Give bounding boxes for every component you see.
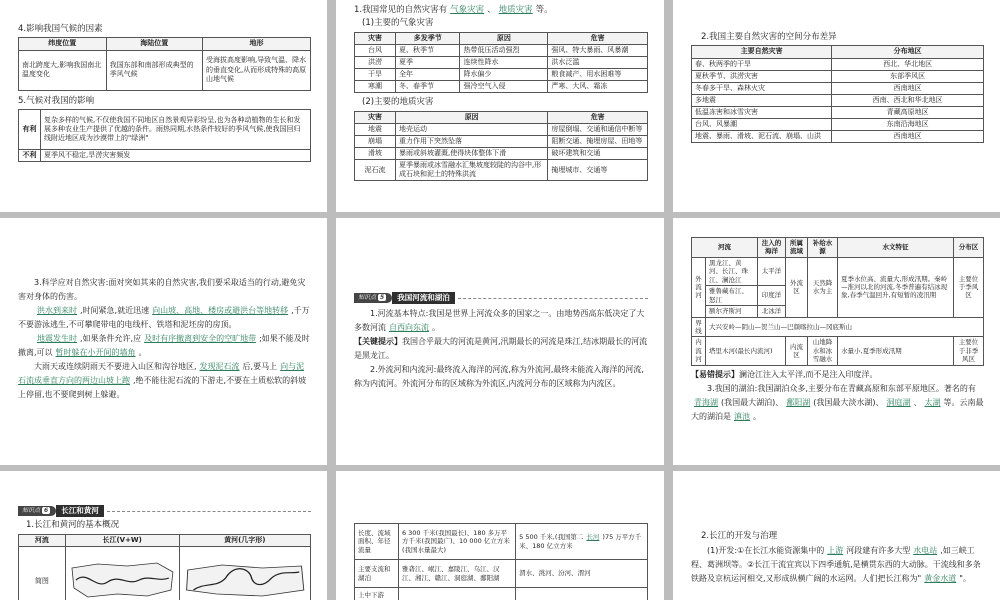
table-row: [692, 131, 984, 143]
rivers-detail-table: [354, 523, 648, 600]
river-type-paragraph: 2.外流河和内流河:最终流入海洋的河流,称为外流河,最终未能流入海洋的河流,称为内流河。外流河分布的区域称为外流区,内流河分布的区域称为内流区。: [354, 365, 644, 389]
row-label: 外流河: [692, 257, 706, 317]
tip-label: 【易错提示】: [691, 369, 739, 379]
answer-blank: 及时有序撤离到安全的空旷地带: [144, 334, 257, 343]
text: 。: [432, 323, 440, 333]
intro-paragraph: 3.科学应对自然灾害:面对突如其来的自然灾害,我们要采取适当的行动,避免灾害对身体的伤害。: [18, 278, 306, 301]
table-row: [355, 45, 648, 57]
text: 1.我国常见的自然灾害有: [354, 5, 448, 15]
rivers-overview-table: [18, 534, 311, 600]
table-cell: 东南沿海地区: [832, 119, 984, 131]
section-heading: 1.长江和黄河的基本概况: [26, 520, 120, 531]
panel-disaster-response: [0, 218, 327, 465]
answer-blank: 暂时躲在小开间的墙角: [55, 348, 136, 357]
knowledge-badge: [18, 506, 56, 516]
table-cell: 严寒、大风、霜冻: [548, 81, 648, 93]
table-cell: [398, 588, 515, 600]
text: "。: [959, 574, 971, 584]
yangtze-map-cell: [65, 546, 179, 600]
table-cell: 雅砻江、岷江、嘉陵江、乌江、汉江、湘江、赣江、洞庭湖、鄱阳湖: [398, 560, 515, 588]
answer-blank: 发现泥石流: [199, 362, 240, 371]
col-header: 补给水源: [808, 238, 838, 258]
answer-blank: 鄱阳湖: [786, 397, 811, 407]
col-header: 原因: [396, 111, 548, 123]
row-label: 上中下游: [355, 588, 399, 600]
row-label: 内流河: [692, 337, 706, 365]
table-cell: 受海拔高度影响,导致气温、降水的垂直变化,从而形成特殊的高原山地气候: [202, 50, 310, 90]
col-header: 地形: [202, 38, 310, 50]
table-row: [692, 82, 984, 94]
text: (1)开发:①在长江水能资源集中的: [707, 546, 825, 556]
table-row: [355, 81, 648, 93]
badge-text: 知识点: [22, 507, 41, 515]
answer-blank: 水电站: [913, 546, 938, 556]
table-cell: 地震: [355, 123, 396, 135]
table-cell: 6 300 千米(我国最长)、180 多万平方千米(我国最广)、10 000 亿立方米(我国水量最大): [398, 524, 515, 560]
knowledge-badge: [354, 293, 392, 303]
col-header: 河流: [692, 238, 758, 258]
table-cell: 夏季风不稳定,旱涝灾害频发: [41, 150, 311, 162]
text: 1.河流基本特点:我国是世界上河流众多的国家之一。由地势西高东低决定了大多数河流: [354, 309, 645, 333]
table-cell: 渭水、洮河、汾河、渭河: [516, 560, 648, 588]
text: ,绝不能往泥石流的下游走,不要在土质松软的斜坡上停留,也不要爬到树上躲避。: [18, 376, 307, 399]
divider: [458, 298, 648, 299]
text: 大雨天或连续阴雨天不要进入山区和沟谷地区,: [34, 362, 197, 371]
answer-blank: 太湖: [924, 397, 941, 407]
panel-river-table: [673, 218, 1000, 465]
badge-text: 知识点: [358, 294, 377, 302]
table-cell: 水量小,夏季形成汛期: [838, 337, 954, 365]
table-cell: 西南、西北和华北地区: [832, 94, 984, 106]
table-cell: 连续性降水: [460, 57, 548, 69]
table-cell: 重力作用下突然坠落: [396, 136, 548, 148]
text: 等。: [535, 5, 553, 15]
panel-disaster-distribution: [673, 0, 1000, 212]
text: ,千万不要游泳逃生,不可攀爬带电的电线杆、铁塔和泥坯房的房顶。: [18, 306, 310, 329]
table-row: [355, 69, 648, 81]
text: 后,要马上: [242, 362, 278, 371]
knowledge-title: 长江和黄河: [56, 505, 104, 517]
knowledge-point-bar: [18, 505, 311, 517]
panel-yangtze-yellow: [0, 471, 327, 600]
table-cell: 主要位于非季风区: [954, 337, 984, 365]
panel-natural-disasters: [336, 0, 664, 212]
table-cell: 我国东部和南部形成典型的季风气候: [106, 50, 202, 90]
text: 等。云南最大的湖泊是: [691, 397, 984, 421]
sub-heading: (2)主要的地质灾害: [362, 97, 434, 108]
table-cell: 大兴安岭—阴山—贺兰山—巴颜喀拉山—冈底斯山: [706, 317, 984, 337]
table-cell: 夏季暴雨或冰雪融水汇集坡度较陡的沟谷中,形成石块和泥土的特殊洪流: [396, 160, 548, 181]
flood-paragraph: [18, 304, 311, 332]
tip-label: 【关键提示】: [354, 337, 402, 347]
row-label: 简图: [19, 546, 66, 600]
key-tip: [354, 335, 648, 363]
text: ,如果条件允许,应: [80, 334, 142, 343]
answer-blank: 自西向东流: [389, 323, 429, 333]
table-cell: 多地震: [692, 94, 832, 106]
text: 河段建有许多大型: [846, 546, 911, 556]
col-header: 危害: [548, 32, 648, 44]
table-cell: 夏季: [396, 57, 460, 69]
climate-factors-table: [18, 37, 311, 90]
table-cell: 降水偏少: [460, 69, 548, 81]
geologic-disaster-table: [354, 111, 648, 182]
answer-blank: 气象灾害: [450, 5, 485, 15]
row-label: 界线: [692, 317, 706, 337]
badge-number: 5: [380, 294, 385, 302]
table-cell: [516, 588, 648, 600]
answer-blank: 长河: [586, 533, 600, 542]
answer-blank: 向山坡、高地、楼房或避洪台等地转移: [152, 306, 289, 315]
text: 。: [753, 411, 761, 421]
col-header: 分布区: [954, 238, 984, 258]
table-cell: 全年: [396, 69, 460, 81]
section-heading: 5.气候对我国的影响: [18, 95, 95, 106]
col-header: 危害: [548, 111, 648, 123]
col-header: 河流: [19, 534, 66, 546]
row-label: 有利: [19, 110, 41, 150]
table-cell: [516, 524, 648, 560]
table-cell: 低温冻害和冰雪灾害: [692, 106, 832, 118]
table-cell: 夏、秋季节: [396, 45, 460, 57]
col-header: 水文特征: [838, 238, 954, 258]
text: (我国最大湖泊)、: [721, 397, 784, 407]
river-feature-paragraph: [354, 307, 648, 335]
climate-impact-table: [18, 109, 311, 162]
table-cell: 强风、特大暴雨、风暴潮: [548, 45, 648, 57]
table-cell: 南北跨度大,影响我国南北温度变化: [19, 50, 107, 90]
table-cell: 西南地区: [832, 131, 984, 143]
col-header: 灾害: [355, 111, 396, 123]
panel-rivers-lakes: [336, 218, 664, 465]
text: 3.我国的湖泊:我国湖泊众多,主要分布在青藏高原和东部平原地区。著名的有: [707, 383, 976, 393]
row-label: 不利: [19, 150, 41, 162]
yangtze-river-map: [68, 560, 177, 600]
panel-yangtze-development: [673, 471, 1000, 600]
table-cell: 热带低压活动强烈: [460, 45, 548, 57]
table-cell: 青藏高原地区: [832, 106, 984, 118]
table-row: [692, 94, 984, 106]
table-cell: 冬春多干旱、森林火灾: [692, 82, 832, 94]
table-cell: 掩埋城市、交通等: [548, 160, 648, 181]
error-tip: [691, 368, 984, 382]
table-row: [692, 70, 984, 82]
table-row: [692, 119, 984, 131]
table-cell: 台风: [355, 45, 396, 57]
section-heading: 2.长江的开发与治理: [701, 531, 778, 541]
answer-blank: 地震发生时: [37, 334, 77, 343]
answer-blank: 黄金水道: [924, 574, 957, 584]
text: 5 500 千米,(我国第二: [519, 533, 584, 542]
table-cell: 破坏建筑和交通: [548, 148, 648, 160]
table-cell: 雅鲁藏布江、怒江: [706, 286, 758, 306]
row-label: 主要支流和湖泊: [355, 560, 399, 588]
panel-rivers-details: [336, 471, 664, 600]
answer-blank: 地质灾害: [498, 5, 533, 15]
table-cell: 夏秋季节、洪涝灾害: [692, 70, 832, 82]
text: ,时间紧急,就近迅速: [80, 306, 150, 315]
col-header: 多发季节: [396, 32, 460, 44]
table-cell: 西北、华北地区: [832, 58, 984, 70]
answer-blank: 滇池: [734, 411, 750, 421]
table-cell: 地震、暴雨、滑坡、泥石流、崩塌、山洪: [692, 131, 832, 143]
table-cell: 阻断交通、掩埋房屋、田地等: [548, 136, 648, 148]
table-cell: 主要位于季风区: [954, 257, 984, 317]
table-cell: 泥石流: [355, 160, 396, 181]
table-cell: 粮食减产、用水困难等: [548, 69, 648, 81]
divider: [107, 511, 311, 512]
table-cell: 复杂多样的气候,不仅使我国不同地区自然景观异彩纷呈,也为各种动植物的生长和发展多种农业生产提供了优越的条件。雨热同期,水热条件较好的季风气候,使我国回归线附近地区成为沙漠带上的"绿洲": [41, 110, 311, 150]
text: (我国最大淡水湖)、: [813, 397, 884, 407]
table-cell: 北冰洋: [758, 306, 786, 317]
text: 澜沧江注入太平洋,而不是注入印度洋。: [739, 369, 878, 379]
section-heading: 2.我国主要自然灾害的空间分布差异: [701, 32, 837, 42]
mudslide-paragraph: [18, 360, 311, 402]
table-row: [355, 136, 648, 148]
table-cell: 外流区: [786, 257, 808, 317]
table-cell: 崩塌: [355, 136, 396, 148]
section-heading: 4.影响我国气候的因素: [18, 24, 103, 34]
table-cell: 滑坡: [355, 148, 396, 160]
col-header: 黄河(几字形): [179, 534, 310, 546]
table-cell: 额尔齐斯河: [706, 306, 758, 317]
row-label: 长度、流域面积、年径流量: [355, 524, 399, 560]
river-comparison-table: [691, 237, 984, 366]
col-header: 分布地区: [832, 46, 984, 58]
table-cell: 强冷空气入侵: [460, 81, 548, 93]
table-cell: 台风、风暴潮: [692, 119, 832, 131]
table-cell: 东部季风区: [832, 70, 984, 82]
disaster-distribution-table: [691, 45, 984, 143]
knowledge-title: 我国河流和湖泊: [392, 292, 455, 304]
table-cell: 印度洋: [758, 286, 786, 306]
answer-blank: 洪水到来时: [37, 306, 77, 315]
answer-blank: 青海湖: [694, 397, 718, 407]
table-cell: 内流区: [786, 337, 808, 365]
text: )75 万平方千米、180 亿立方米: [519, 533, 642, 550]
text: 、: [913, 397, 922, 407]
col-header: 长江(V+W): [65, 534, 179, 546]
badge-number: 6: [44, 507, 49, 515]
table-cell: 西南地区: [832, 82, 984, 94]
col-header: 所属流域: [786, 238, 808, 258]
table-cell: 干旱: [355, 69, 396, 81]
text: ,如三峡工程、葛洲坝等。②长江干流宜宾以下四季通航,是横贯东西的大动脉。干流线和多条铁路及京杭运河相交,又形成纵横广阔的水运网。人们把长江称为": [691, 546, 981, 584]
table-cell: 塔里木河(最长内流河): [706, 337, 786, 365]
table-row: [355, 123, 648, 135]
earthquake-paragraph: [18, 332, 311, 360]
table-cell: 冬、春季节: [396, 81, 460, 93]
lakes-paragraph: [691, 382, 984, 424]
answer-blank: 上游: [827, 546, 844, 556]
answer-blank: 向与泥石流成垂直方向的两边山坡上跑: [18, 362, 305, 385]
table-row: [355, 160, 648, 181]
table-row: [355, 148, 648, 160]
table-row: [692, 106, 984, 118]
table-cell: 洪水泛滥: [548, 57, 648, 69]
table-cell: 太平洋: [758, 257, 786, 285]
table-cell: 暴雨或斜坡灌溉,使得块体整体下滑: [396, 148, 548, 160]
text: 我国合乎最大的河流是黄河,汛期最长的河流是珠江,结冰期最长的河流是黑龙江。: [354, 337, 648, 361]
sub-heading: (1)主要的气象灾害: [362, 18, 434, 29]
col-header: 纬度位置: [19, 38, 107, 50]
development-paragraph: [691, 544, 984, 586]
text: 。: [138, 348, 147, 357]
table-cell: 地壳运动: [396, 123, 548, 135]
col-header: 海陆位置: [106, 38, 202, 50]
table-cell: 天然降水为主: [808, 257, 838, 317]
table-cell: 房屋倒塌、交通和通信中断等: [548, 123, 648, 135]
text: ;如果不能及时撤离,可以: [18, 334, 310, 357]
question-line: 1.我国常见的自然灾害有 气象灾害 、 地质灾害 等。: [354, 5, 553, 15]
table-cell: 山地降水和冰雪融水: [808, 337, 838, 365]
table-cell: 寒潮: [355, 81, 396, 93]
weather-disaster-table: [354, 32, 648, 93]
table-cell: 黑龙江、黄河、长江、珠江、澜沧江: [706, 257, 758, 285]
table-cell: 春、秋两季的干旱: [692, 58, 832, 70]
col-header: 原因: [460, 32, 548, 44]
panel-climate-factors: [0, 0, 327, 212]
table-row: [355, 57, 648, 69]
table-row: [692, 58, 984, 70]
table-cell: 洪涝: [355, 57, 396, 69]
answer-blank: 洞庭湖: [886, 397, 911, 407]
knowledge-point-bar: [354, 292, 648, 304]
table-cell: 夏季水位高、流量大,形成汛期。秦岭—淮河以北的河流,冬季普遍有结冰现象,春季气温回升,有短暂的凌汛期: [838, 257, 954, 317]
yellow-river-map: [182, 560, 308, 600]
col-header: 主要自然灾害: [692, 46, 832, 58]
col-header: 注入的海洋: [758, 238, 786, 258]
col-header: 灾害: [355, 32, 396, 44]
yellow-river-map-cell: [179, 546, 310, 600]
